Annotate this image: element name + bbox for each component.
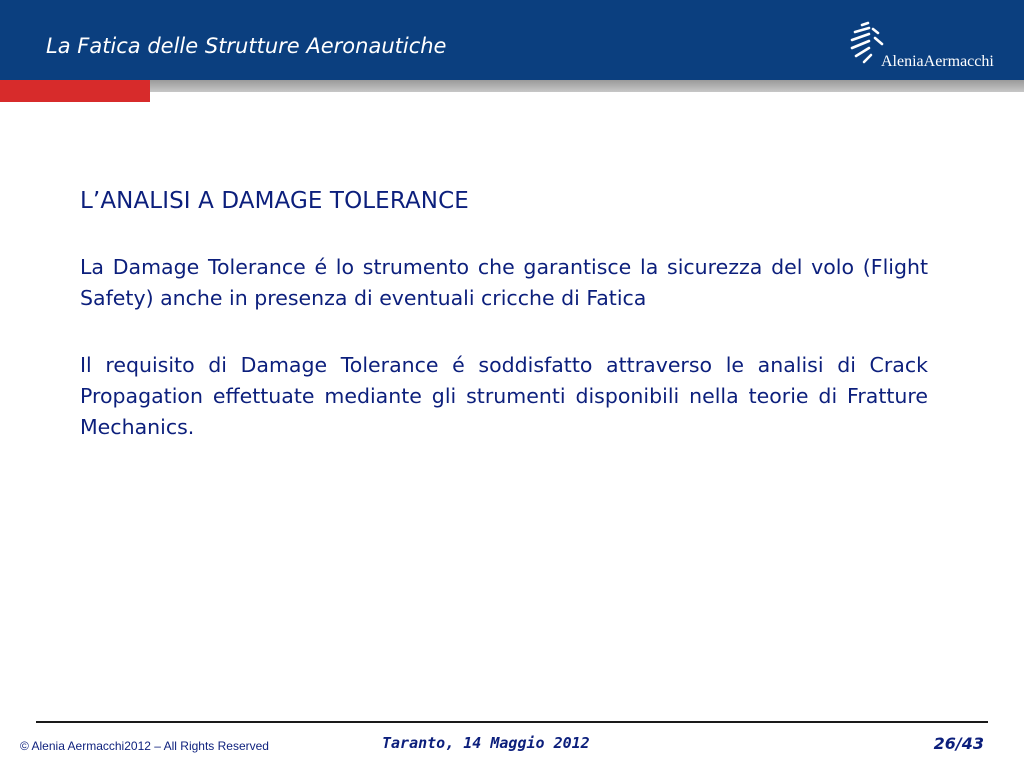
slide-body [80, 188, 928, 479]
company-logo [848, 20, 1018, 72]
page-number: 26/43 [933, 734, 984, 753]
logo-wordmark: AleniaAermacchi [881, 53, 994, 70]
body-paragraph: La Damage Tolerance é lo strumento che garantisce la sicurezza del volo (Flight Safety) anche in presenza di eventuali cricche di Fatica [80, 255, 928, 310]
footer-place-date: Taranto, 14 Maggio 2012 [382, 734, 590, 752]
slide-heading: L’ANALISI A DAMAGE TOLERANCE [80, 188, 469, 214]
body-paragraph: Il requisito di Damage Tolerance é soddisfatto attraverso le analisi di Crack Propagation effettuate mediante gli strumenti disponibili nella teorie di Fratture Mechanics. [80, 353, 928, 439]
footer-copyright: © Alenia Aermacchi2012 – All Rights Reserved [20, 739, 269, 753]
slide-header-title: La Fatica delle Strutture Aeronautiche [46, 34, 447, 58]
header-divider-strip [0, 80, 1024, 92]
accent-red-strip [0, 80, 150, 102]
footer-divider [36, 721, 988, 723]
